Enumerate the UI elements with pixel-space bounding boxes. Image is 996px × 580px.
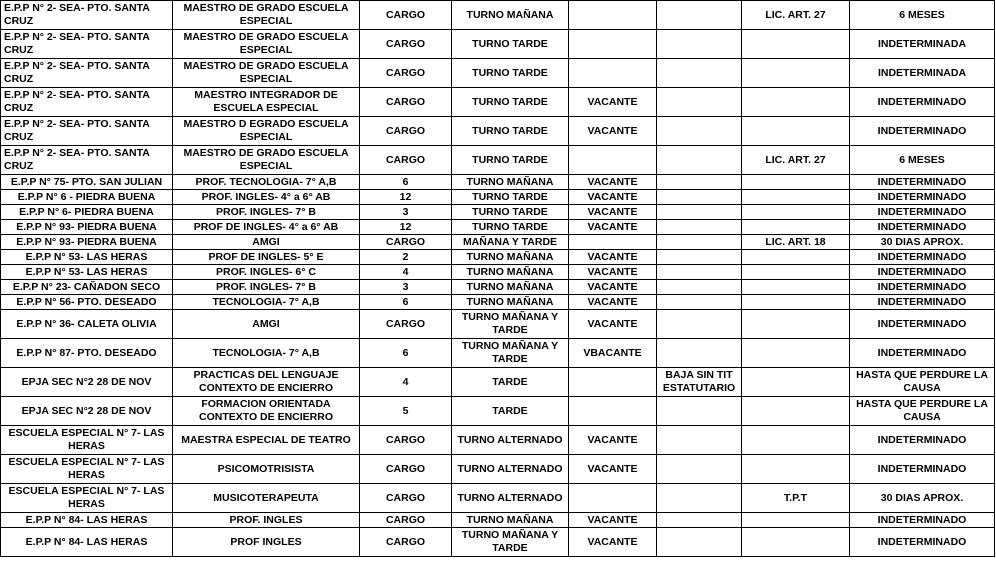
table-row bbox=[1, 88, 995, 117]
cause-cell bbox=[657, 117, 742, 146]
duration-cell: INDETERMINADA bbox=[850, 59, 995, 88]
cause-cell bbox=[657, 250, 742, 265]
status-cell: VACANTE bbox=[569, 117, 657, 146]
cause-cell bbox=[657, 295, 742, 310]
status-cell: VACANTE bbox=[569, 310, 657, 339]
school-cell: E.P.P N° 2- SEA- PTO. SANTA CRUZ bbox=[1, 88, 173, 117]
shift-cell: TARDE bbox=[452, 397, 569, 426]
duration-cell: INDETERMINADO bbox=[850, 220, 995, 235]
leave-cell bbox=[742, 59, 850, 88]
duration-cell: INDETERMINADO bbox=[850, 310, 995, 339]
shift-cell: TURNO MAÑANA Y TARDE bbox=[452, 339, 569, 368]
duration-cell: INDETERMINADO bbox=[850, 250, 995, 265]
position-cell: MAESTRO INTEGRADOR DE ESCUELA ESPECIAL bbox=[173, 88, 360, 117]
cause-cell bbox=[657, 205, 742, 220]
status-cell: VACANTE bbox=[569, 513, 657, 528]
cause-cell: BAJA SIN TIT ESTATUTARIO bbox=[657, 368, 742, 397]
table-row bbox=[1, 1, 995, 30]
hours-cell: 12 bbox=[360, 190, 452, 205]
cause-cell bbox=[657, 1, 742, 30]
hours-cell: CARGO bbox=[360, 310, 452, 339]
duration-cell: HASTA QUE PERDURE LA CAUSA bbox=[850, 397, 995, 426]
leave-cell bbox=[742, 513, 850, 528]
hours-cell: CARGO bbox=[360, 117, 452, 146]
status-cell: VACANTE bbox=[569, 88, 657, 117]
leave-cell bbox=[742, 455, 850, 484]
school-cell: E.P.P N° 53- LAS HERAS bbox=[1, 265, 173, 280]
status-cell: VACANTE bbox=[569, 528, 657, 557]
shift-cell: TURNO TARDE bbox=[452, 30, 569, 59]
cause-cell bbox=[657, 513, 742, 528]
leave-cell bbox=[742, 368, 850, 397]
position-cell: MAESTRA ESPECIAL DE TEATRO bbox=[173, 426, 360, 455]
leave-cell bbox=[742, 30, 850, 59]
cause-cell bbox=[657, 190, 742, 205]
leave-cell bbox=[742, 265, 850, 280]
duration-cell: INDETERMINADO bbox=[850, 295, 995, 310]
position-cell: PROF INGLES bbox=[173, 528, 360, 557]
leave-cell bbox=[742, 250, 850, 265]
duration-cell: INDETERMINADO bbox=[850, 190, 995, 205]
school-cell: E.P.P N° 23- CAÑADON SECO bbox=[1, 280, 173, 295]
duration-cell: INDETERMINADO bbox=[850, 265, 995, 280]
shift-cell: TURNO MAÑANA Y TARDE bbox=[452, 310, 569, 339]
school-cell: ESCUELA ESPECIAL N° 7- LAS HERAS bbox=[1, 426, 173, 455]
table-row bbox=[1, 265, 995, 280]
leave-cell bbox=[742, 117, 850, 146]
position-cell: PROF. TECNOLOGIA- 7° A,B bbox=[173, 175, 360, 190]
duration-cell: INDETERMINADO bbox=[850, 455, 995, 484]
duration-cell: INDETERMINADO bbox=[850, 339, 995, 368]
status-cell: VACANTE bbox=[569, 426, 657, 455]
table-row bbox=[1, 59, 995, 88]
status-cell bbox=[569, 397, 657, 426]
shift-cell: TURNO TARDE bbox=[452, 59, 569, 88]
leave-cell bbox=[742, 88, 850, 117]
status-cell: VBACANTE bbox=[569, 339, 657, 368]
leave-cell bbox=[742, 205, 850, 220]
hours-cell: CARGO bbox=[360, 146, 452, 175]
position-cell: MAESTRO D EGRADO ESCUELA ESPECIAL bbox=[173, 117, 360, 146]
cause-cell bbox=[657, 146, 742, 175]
leave-cell bbox=[742, 310, 850, 339]
status-cell: VACANTE bbox=[569, 175, 657, 190]
position-cell: PRACTICAS DEL LENGUAJE CONTEXTO DE ENCIERRO bbox=[173, 368, 360, 397]
shift-cell: TURNO TARDE bbox=[452, 205, 569, 220]
duration-cell: INDETERMINADO bbox=[850, 528, 995, 557]
hours-cell: CARGO bbox=[360, 528, 452, 557]
table-row bbox=[1, 220, 995, 235]
shift-cell: TURNO TARDE bbox=[452, 117, 569, 146]
position-cell: PROF. INGLES- 7° B bbox=[173, 205, 360, 220]
hours-cell: 4 bbox=[360, 265, 452, 280]
duration-cell: 30 DIAS APROX. bbox=[850, 235, 995, 250]
duration-cell: 6 MESES bbox=[850, 146, 995, 175]
school-cell: ESCUELA ESPECIAL N° 7- LAS HERAS bbox=[1, 484, 173, 513]
school-cell: E.P.P N° 2- SEA- PTO. SANTA CRUZ bbox=[1, 1, 173, 30]
school-cell: E.P.P N° 2- SEA- PTO. SANTA CRUZ bbox=[1, 146, 173, 175]
shift-cell: TURNO ALTERNADO bbox=[452, 484, 569, 513]
table-row bbox=[1, 250, 995, 265]
hours-cell: CARGO bbox=[360, 235, 452, 250]
table-row bbox=[1, 426, 995, 455]
status-cell bbox=[569, 1, 657, 30]
leave-cell bbox=[742, 175, 850, 190]
position-cell: PROF. INGLES- 4° a 6° AB bbox=[173, 190, 360, 205]
shift-cell: TARDE bbox=[452, 368, 569, 397]
position-cell: MAESTRO DE GRADO ESCUELA ESPECIAL bbox=[173, 146, 360, 175]
table-row bbox=[1, 295, 995, 310]
table-row bbox=[1, 528, 995, 557]
hours-cell: 6 bbox=[360, 175, 452, 190]
position-cell: PROF. INGLES- 7° B bbox=[173, 280, 360, 295]
cause-cell bbox=[657, 265, 742, 280]
duration-cell: INDETERMINADO bbox=[850, 88, 995, 117]
duration-cell: INDETERMINADO bbox=[850, 513, 995, 528]
cause-cell bbox=[657, 175, 742, 190]
status-cell bbox=[569, 484, 657, 513]
table-row bbox=[1, 30, 995, 59]
hours-cell: CARGO bbox=[360, 484, 452, 513]
leave-cell bbox=[742, 426, 850, 455]
shift-cell: TURNO TARDE bbox=[452, 190, 569, 205]
position-cell: AMGI bbox=[173, 310, 360, 339]
school-cell: E.P.P N° 2- SEA- PTO. SANTA CRUZ bbox=[1, 30, 173, 59]
duration-cell: 6 MESES bbox=[850, 1, 995, 30]
shift-cell: TURNO MAÑANA Y TARDE bbox=[452, 528, 569, 557]
school-cell: EPJA SEC N°2 28 DE NOV bbox=[1, 397, 173, 426]
cause-cell bbox=[657, 310, 742, 339]
cause-cell bbox=[657, 484, 742, 513]
shift-cell: TURNO TARDE bbox=[452, 146, 569, 175]
status-cell: VACANTE bbox=[569, 295, 657, 310]
table-row bbox=[1, 146, 995, 175]
cause-cell bbox=[657, 59, 742, 88]
shift-cell: TURNO MAÑANA bbox=[452, 250, 569, 265]
status-cell bbox=[569, 368, 657, 397]
position-cell: PROF. INGLES bbox=[173, 513, 360, 528]
school-cell: E.P.P N° 75- PTO. SAN JULIAN bbox=[1, 175, 173, 190]
shift-cell: TURNO TARDE bbox=[452, 220, 569, 235]
status-cell: VACANTE bbox=[569, 265, 657, 280]
duration-cell: 30 DIAS APROX. bbox=[850, 484, 995, 513]
shift-cell: TURNO MAÑANA bbox=[452, 175, 569, 190]
status-cell: VACANTE bbox=[569, 250, 657, 265]
duration-cell: INDETERMINADA bbox=[850, 30, 995, 59]
table-row bbox=[1, 484, 995, 513]
school-cell: E.P.P N° 84- LAS HERAS bbox=[1, 528, 173, 557]
hours-cell: 12 bbox=[360, 220, 452, 235]
position-cell: PROF DE INGLES- 4° a 6° AB bbox=[173, 220, 360, 235]
position-cell: PSICOMOTRISISTA bbox=[173, 455, 360, 484]
shift-cell: MAÑANA Y TARDE bbox=[452, 235, 569, 250]
hours-cell: CARGO bbox=[360, 455, 452, 484]
hours-cell: CARGO bbox=[360, 59, 452, 88]
status-cell: VACANTE bbox=[569, 280, 657, 295]
position-cell: TECNOLOGIA- 7° A,B bbox=[173, 295, 360, 310]
position-cell: AMGI bbox=[173, 235, 360, 250]
school-cell: E.P.P N° 6 - PIEDRA BUENA bbox=[1, 190, 173, 205]
table-row bbox=[1, 175, 995, 190]
shift-cell: TURNO MAÑANA bbox=[452, 265, 569, 280]
position-cell: MAESTRO DE GRADO ESCUELA ESPECIAL bbox=[173, 30, 360, 59]
status-cell bbox=[569, 30, 657, 59]
position-cell: PROF DE INGLES- 5° E bbox=[173, 250, 360, 265]
status-cell bbox=[569, 235, 657, 250]
leave-cell: LIC. ART. 18 bbox=[742, 235, 850, 250]
status-cell: VACANTE bbox=[569, 220, 657, 235]
shift-cell: TURNO MAÑANA bbox=[452, 513, 569, 528]
cause-cell bbox=[657, 455, 742, 484]
position-cell: MAESTRO DE GRADO ESCUELA ESPECIAL bbox=[173, 1, 360, 30]
leave-cell bbox=[742, 220, 850, 235]
table-row bbox=[1, 339, 995, 368]
hours-cell: 6 bbox=[360, 339, 452, 368]
school-cell: E.P.P N° 2- SEA- PTO. SANTA CRUZ bbox=[1, 59, 173, 88]
table-row bbox=[1, 117, 995, 146]
status-cell: VACANTE bbox=[569, 190, 657, 205]
duration-cell: INDETERMINADO bbox=[850, 175, 995, 190]
leave-cell bbox=[742, 280, 850, 295]
hours-cell: 6 bbox=[360, 295, 452, 310]
leave-cell bbox=[742, 397, 850, 426]
duration-cell: INDETERMINADO bbox=[850, 117, 995, 146]
shift-cell: TURNO MAÑANA bbox=[452, 280, 569, 295]
school-cell: E.P.P N° 36- CALETA OLIVIA bbox=[1, 310, 173, 339]
school-cell: E.P.P N° 2- SEA- PTO. SANTA CRUZ bbox=[1, 117, 173, 146]
table-row bbox=[1, 455, 995, 484]
school-cell: EPJA SEC N°2 28 DE NOV bbox=[1, 368, 173, 397]
hours-cell: CARGO bbox=[360, 30, 452, 59]
hours-cell: CARGO bbox=[360, 426, 452, 455]
leave-cell bbox=[742, 190, 850, 205]
cause-cell bbox=[657, 30, 742, 59]
hours-cell: 2 bbox=[360, 250, 452, 265]
school-cell: E.P.P N° 87- PTO. DESEADO bbox=[1, 339, 173, 368]
shift-cell: TURNO ALTERNADO bbox=[452, 426, 569, 455]
table-row bbox=[1, 368, 995, 397]
status-cell bbox=[569, 146, 657, 175]
duration-cell: INDETERMINADO bbox=[850, 205, 995, 220]
status-cell: VACANTE bbox=[569, 455, 657, 484]
hours-cell: 5 bbox=[360, 397, 452, 426]
school-cell: E.P.P N° 84- LAS HERAS bbox=[1, 513, 173, 528]
table-row bbox=[1, 190, 995, 205]
position-cell: TECNOLOGIA- 7° A,B bbox=[173, 339, 360, 368]
school-cell: ESCUELA ESPECIAL N° 7- LAS HERAS bbox=[1, 455, 173, 484]
school-cell: E.P.P N° 6- PIEDRA BUENA bbox=[1, 205, 173, 220]
status-cell: VACANTE bbox=[569, 205, 657, 220]
leave-cell: T.P.T bbox=[742, 484, 850, 513]
position-cell: PROF. INGLES- 6° C bbox=[173, 265, 360, 280]
vacancy-table-body bbox=[1, 1, 995, 557]
cause-cell bbox=[657, 220, 742, 235]
leave-cell bbox=[742, 528, 850, 557]
hours-cell: CARGO bbox=[360, 1, 452, 30]
school-cell: E.P.P N° 53- LAS HERAS bbox=[1, 250, 173, 265]
table-row bbox=[1, 513, 995, 528]
shift-cell: TURNO ALTERNADO bbox=[452, 455, 569, 484]
cause-cell bbox=[657, 528, 742, 557]
cause-cell bbox=[657, 280, 742, 295]
position-cell: MAESTRO DE GRADO ESCUELA ESPECIAL bbox=[173, 59, 360, 88]
shift-cell: TURNO MAÑANA bbox=[452, 295, 569, 310]
hours-cell: CARGO bbox=[360, 88, 452, 117]
position-cell: MUSICOTERAPEUTA bbox=[173, 484, 360, 513]
table-row bbox=[1, 397, 995, 426]
duration-cell: INDETERMINADO bbox=[850, 426, 995, 455]
cause-cell bbox=[657, 339, 742, 368]
table-row bbox=[1, 235, 995, 250]
leave-cell bbox=[742, 339, 850, 368]
cause-cell bbox=[657, 426, 742, 455]
hours-cell: 3 bbox=[360, 205, 452, 220]
status-cell bbox=[569, 59, 657, 88]
hours-cell: 4 bbox=[360, 368, 452, 397]
table-row bbox=[1, 205, 995, 220]
cause-cell bbox=[657, 88, 742, 117]
leave-cell: LIC. ART. 27 bbox=[742, 146, 850, 175]
shift-cell: TURNO TARDE bbox=[452, 88, 569, 117]
leave-cell: LIC. ART. 27 bbox=[742, 1, 850, 30]
school-cell: E.P.P N° 93- PIEDRA BUENA bbox=[1, 220, 173, 235]
shift-cell: TURNO MAÑANA bbox=[452, 1, 569, 30]
leave-cell bbox=[742, 295, 850, 310]
position-cell: FORMACION ORIENTADA CONTEXTO DE ENCIERRO bbox=[173, 397, 360, 426]
duration-cell: INDETERMINADO bbox=[850, 280, 995, 295]
table-row bbox=[1, 310, 995, 339]
duration-cell: HASTA QUE PERDURE LA CAUSA bbox=[850, 368, 995, 397]
cause-cell bbox=[657, 235, 742, 250]
hours-cell: 3 bbox=[360, 280, 452, 295]
cause-cell bbox=[657, 397, 742, 426]
table-row bbox=[1, 280, 995, 295]
school-cell: E.P.P N° 93- PIEDRA BUENA bbox=[1, 235, 173, 250]
school-cell: E.P.P N° 56- PTO. DESEADO bbox=[1, 295, 173, 310]
hours-cell: CARGO bbox=[360, 513, 452, 528]
